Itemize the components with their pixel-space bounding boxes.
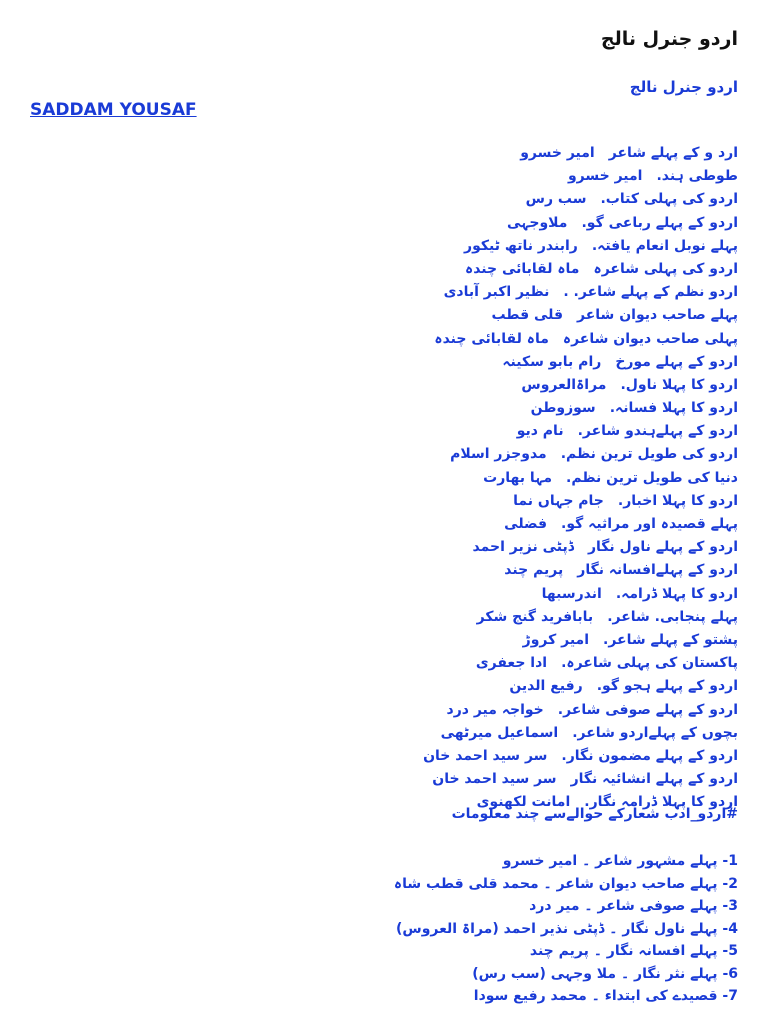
document-subtitle: اردو جنرل نالج <box>629 78 738 96</box>
section-heading: #اردو_ادب شعارکے حوالےسے چند معلومات <box>451 806 738 822</box>
fact-question: اردو نظم کے پہلے شاعر. . <box>563 284 738 301</box>
fact-question: اردو کے پہلے انشائیہ نگار <box>570 771 738 788</box>
fact-answer: پریم چند <box>504 562 564 579</box>
fact-answer: سر سید احمد خان <box>432 771 557 788</box>
fact-answer: قلی قطب <box>491 307 564 324</box>
fact-question: اردو کے پہلےافسانہ نگار <box>577 562 738 579</box>
fact-question: اردو کی پہلی کتاب. <box>600 191 738 208</box>
page-title: اردو جنرل نالج <box>600 28 738 50</box>
fact-row <box>423 188 738 211</box>
fact-question: اردو کی پہلی شاعرہ <box>593 260 738 277</box>
fact-row <box>423 443 738 466</box>
fact-row <box>423 467 738 490</box>
fact-question: پہلے صاحب دیوان شاعر <box>577 307 738 324</box>
fact-question: اردو کے پہلے ناول نگار <box>587 539 738 556</box>
fact-row <box>423 281 738 304</box>
fact-row <box>423 699 738 722</box>
fact-row <box>423 536 738 559</box>
fact-row <box>423 328 738 351</box>
fact-answer: مدوجزر اسلام <box>450 446 547 463</box>
fact-answer: سر سید احمد خان <box>423 747 548 764</box>
fact-question: ارد و کے پہلے شاعر <box>608 145 738 161</box>
fact-answer: جام جہاں نما <box>513 492 604 509</box>
fact-answer: خواجہ میر درد <box>446 701 544 718</box>
numbered-item: 2- پہلے صاحب دیوان شاعر ۔ محمد قلی قطب شاہ <box>393 875 738 892</box>
fact-answer: ماہ لقابائی چندہ <box>434 330 549 347</box>
fact-question: پہلے نوبل انعام یافتہ. <box>591 237 738 254</box>
fact-answer: رابندر ناتھ ٹیکور <box>464 237 578 254</box>
fact-answer: نظیر اکبر آبادی <box>443 284 550 301</box>
fact-answer: امیر خسرو <box>567 168 643 185</box>
numbered-item: 1- پہلے مشہور شاعر ۔ امیر خسرو <box>502 853 738 869</box>
fact-row <box>423 606 738 629</box>
fact-answer: مراۃالعروس <box>521 376 607 393</box>
fact-row <box>423 513 738 536</box>
numbered-item: 3- پہلے صوفی شاعر ۔ میر درد <box>529 898 738 914</box>
numbered-item: 5- پہلے افسانہ نگار ۔ پریم چند <box>529 943 738 959</box>
fact-row <box>423 583 738 606</box>
fact-answer: ادا جعفری <box>475 655 548 672</box>
fact-answer: ماہ لقابائی چندہ <box>464 260 580 277</box>
fact-answer: امانت لکھنوی <box>476 794 571 811</box>
fact-row <box>423 212 738 235</box>
fact-answer: مہا بھارت <box>483 469 553 486</box>
fact-answer: ڈپٹی نزیر احمد <box>472 539 574 556</box>
fact-row <box>423 235 738 258</box>
numbered-list <box>394 850 738 1008</box>
fact-answer: امیر کروڑ <box>522 631 590 648</box>
numbered-item: 6- پہلے نثر نگار ۔ ملا وجہی (سب رس) <box>472 965 738 982</box>
fact-question: اردو کا پہلا فسانہ. <box>609 400 738 417</box>
fact-question: اردو کے پہلےہندو شاعر. <box>577 423 738 440</box>
fact-question: پہلے قصیدہ اور مراثیہ گو. <box>561 516 738 532</box>
numbered-item: 4- پہلے ناول نگار ۔ ڈپٹی نذیر احمد (مراۃ العروس) <box>396 920 738 937</box>
fact-answer: امیر خسرو <box>520 145 595 161</box>
facts-list <box>423 142 738 814</box>
fact-answer: اندرسبھا <box>541 585 602 602</box>
fact-answer: سوزوطن <box>530 400 596 417</box>
author-link[interactable]: SADDAM YOUSAF <box>30 100 197 120</box>
fact-row <box>423 652 738 675</box>
fact-answer: نام دیو <box>516 423 564 440</box>
fact-row <box>423 397 738 420</box>
fact-answer: ملاوجہی <box>507 214 568 231</box>
fact-question: اردو کے پہلے صوفی شاعر. <box>557 701 738 718</box>
fact-answer: رفیع الدین <box>509 678 583 695</box>
fact-question: اردو کا پہلا اخبار. <box>617 492 738 509</box>
fact-question: اردو کی طویل ترین نظم. <box>560 446 738 463</box>
fact-answer: اسماعیل میرٹھی <box>440 724 559 741</box>
fact-question: بچوں کے پہلےاردو شاعر. <box>572 724 738 741</box>
fact-row <box>423 745 738 768</box>
fact-question: اردو کا پہلا ناول. <box>620 376 738 393</box>
fact-row <box>423 165 738 188</box>
fact-question: اردو کے پہلے مورخ <box>615 353 738 370</box>
fact-row <box>423 490 738 513</box>
fact-row <box>423 629 738 652</box>
fact-question: پشتو کے پہلے شاعر. <box>603 631 738 648</box>
fact-question: اردو کا پہلا ڈرامہ. <box>615 585 738 602</box>
fact-question: پہلے پنجابی. شاعر. <box>607 608 738 625</box>
fact-question: اردو کے پہلے مضمون نگار. <box>561 747 738 764</box>
fact-row <box>423 559 738 582</box>
fact-answer: سب رس <box>525 191 587 208</box>
fact-row <box>423 304 738 327</box>
fact-row <box>423 722 738 745</box>
fact-answer: بابافرید گنج شکر <box>476 608 594 625</box>
fact-question: پہلی صاحب دیوان شاعرہ <box>562 330 738 347</box>
fact-answer: رام بابو سکینہ <box>502 353 602 370</box>
fact-question: اردو کے پہلے ہجو گو. <box>596 678 738 695</box>
fact-row <box>423 142 738 165</box>
numbered-item: 7- قصیدے کی ابتداء ۔ محمد رفیع سودا <box>473 988 738 1004</box>
fact-answer: فضلی <box>504 516 547 532</box>
fact-question: طوطی ہند. <box>656 168 738 185</box>
fact-row <box>423 768 738 791</box>
fact-row <box>423 258 738 281</box>
fact-row <box>423 420 738 443</box>
fact-row <box>423 675 738 698</box>
fact-question: دنیا کی طویل ترین نظم. <box>566 469 738 486</box>
fact-row <box>423 374 738 397</box>
fact-question: اردو کا پہلا ڈرامہ نگار. <box>584 794 738 811</box>
fact-row <box>423 351 738 374</box>
fact-question: پاکستان کی پہلی شاعرہ. <box>561 655 738 672</box>
fact-question: اردو کے پہلے رباعی گو. <box>581 214 738 231</box>
